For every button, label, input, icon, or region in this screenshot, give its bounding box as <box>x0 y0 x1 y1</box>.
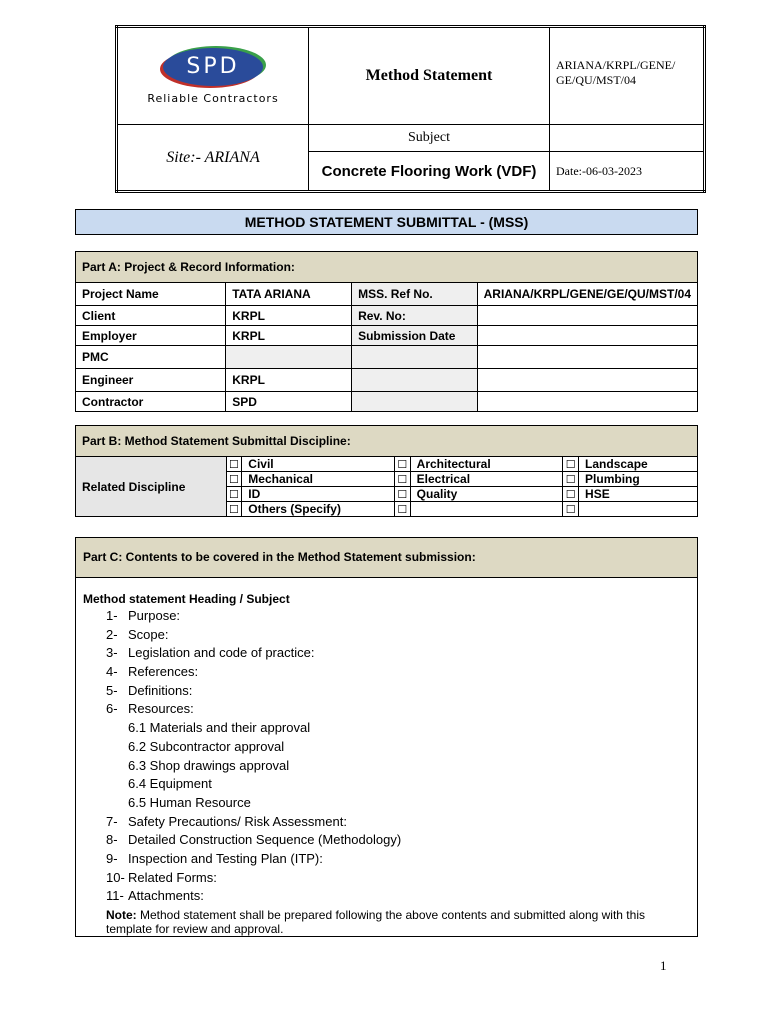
list-item <box>83 831 690 850</box>
discipline-label: Electrical <box>410 472 563 487</box>
note-text: Method statement shall be prepared following the above contents and submitted along with this template for review and approval. <box>106 908 645 936</box>
field-label: Project Name <box>76 283 226 306</box>
related-discipline-label: Related Discipline <box>76 457 227 517</box>
list-item-number: 1- <box>106 608 118 623</box>
discipline-checkbox[interactable]: ☐ <box>394 457 410 472</box>
discipline-checkbox[interactable]: ☐ <box>394 472 410 487</box>
part-a-table <box>75 251 698 412</box>
list-item-number: 6- <box>106 701 118 717</box>
logo-cell <box>117 27 309 125</box>
field-label: Engineer <box>76 369 226 392</box>
list-item-text: Resources: <box>128 701 194 717</box>
list-item <box>83 663 690 682</box>
discipline-checkbox[interactable]: ☐ <box>563 502 579 517</box>
list-item-text: Inspection and Testing Plan (ITP): <box>128 850 323 866</box>
doc-title: Method Statement <box>309 27 550 125</box>
field-value: KRPL <box>226 369 352 392</box>
part-a-heading: Part A: Project & Record Information: <box>76 252 698 283</box>
field-label: Contractor <box>76 392 226 412</box>
field-value: SPD <box>226 392 352 412</box>
discipline-checkbox[interactable]: ☐ <box>563 472 579 487</box>
list-item-number: 3- <box>106 645 118 661</box>
list-item <box>83 887 690 906</box>
list-item-number: 8- <box>106 832 118 848</box>
part-c-box <box>75 537 698 937</box>
list-item-text: Detailed Construction Sequence (Methodology) <box>128 832 402 848</box>
part-a-row <box>76 346 698 369</box>
discipline-label <box>410 502 563 517</box>
field-label-2: Rev. No: <box>352 306 478 326</box>
empty-cell <box>550 125 705 152</box>
note-label: Note: <box>106 908 137 922</box>
sub-list-item: 6.1 Materials and their approval <box>128 720 311 736</box>
list-item-text: Definitions: <box>128 682 193 698</box>
field-label: PMC <box>76 346 226 369</box>
list-item <box>83 700 690 719</box>
part-a-row <box>76 306 698 326</box>
part-a-row <box>76 369 698 392</box>
list-item-text: Related Forms: <box>128 869 217 885</box>
part-c-heading: Part C: Contents to be covered in the Method Statement submission: <box>76 538 697 578</box>
part-b-table <box>75 425 698 517</box>
list-item <box>83 813 690 832</box>
list-item-number: 5- <box>106 682 118 698</box>
field-value: TATA ARIANA <box>226 283 352 306</box>
logo-tagline: Reliable Contractors <box>147 91 279 105</box>
discipline-checkbox[interactable]: ☐ <box>226 457 242 472</box>
list-item-text: Scope: <box>128 626 169 642</box>
site-label: Site:- ARIANA <box>117 125 309 192</box>
field-label-2 <box>352 392 478 412</box>
discipline-checkbox[interactable]: ☐ <box>394 502 410 517</box>
list-item-number: 9- <box>106 850 118 866</box>
list-item-text: Legislation and code of practice: <box>128 645 315 661</box>
page-number: 1 <box>660 958 667 973</box>
part-b-row <box>76 457 698 472</box>
sub-list-item: 6.3 Shop drawings approval <box>128 757 290 773</box>
part-b-heading: Part B: Method Statement Submittal Discipline: <box>76 426 698 457</box>
list-item-number: 11- <box>106 888 124 904</box>
document-header <box>115 25 706 193</box>
list-item-text: Safety Precautions/ Risk Assessment: <box>128 813 347 829</box>
part-a-row <box>76 392 698 412</box>
field-value <box>477 369 697 392</box>
sub-list-item: 6.2 Subcontractor approval <box>128 738 285 754</box>
part-a-row <box>76 283 698 306</box>
discipline-label: Architectural <box>410 457 563 472</box>
logo-text: SPD <box>186 54 240 79</box>
field-label-2: Submission Date <box>352 326 478 346</box>
discipline-label: Civil <box>242 457 395 472</box>
mss-title: METHOD STATEMENT SUBMITTAL - (MSS) <box>75 209 698 235</box>
list-item <box>83 626 690 645</box>
discipline-label: Landscape <box>579 457 698 472</box>
discipline-checkbox[interactable]: ☐ <box>226 487 242 502</box>
field-value <box>477 326 697 346</box>
field-label-2: MSS. Ref No. <box>352 283 478 306</box>
discipline-label: Quality <box>410 487 563 502</box>
doc-code: ARIANA/KRPL/GENE/ GE/QU/MST/04 <box>550 27 705 125</box>
discipline-checkbox[interactable]: ☐ <box>394 487 410 502</box>
field-value <box>226 346 352 369</box>
list-item <box>83 607 690 626</box>
subject-label: Subject <box>309 125 550 152</box>
list-item <box>83 850 690 869</box>
part-c-body <box>76 578 697 936</box>
subject-value: Concrete Flooring Work (VDF) <box>309 152 550 192</box>
list-item-number: 7- <box>106 813 118 829</box>
discipline-label: Mechanical <box>242 472 395 487</box>
field-value: KRPL <box>226 306 352 326</box>
list-item-number: 2- <box>106 626 118 642</box>
discipline-checkbox[interactable]: ☐ <box>563 457 579 472</box>
field-value <box>477 346 697 369</box>
discipline-checkbox[interactable]: ☐ <box>226 472 242 487</box>
list-item <box>83 869 690 888</box>
field-value: ARIANA/KRPL/GENE/GE/QU/MST/04 <box>477 283 697 306</box>
discipline-label: Others (Specify) <box>242 502 395 517</box>
spd-logo <box>163 48 263 86</box>
discipline-label: HSE <box>579 487 698 502</box>
doc-date: Date:-06-03-2023 <box>550 152 705 192</box>
discipline-checkbox[interactable]: ☐ <box>563 487 579 502</box>
list-item <box>83 682 690 701</box>
field-value <box>477 306 697 326</box>
list-item <box>83 644 690 663</box>
discipline-checkbox[interactable]: ☐ <box>226 502 242 517</box>
list-item-text: Attachments: <box>128 888 204 904</box>
note <box>83 908 690 936</box>
discipline-label <box>579 502 698 517</box>
sub-list-item: 6.5 Human Resource <box>128 794 251 810</box>
discipline-label: ID <box>242 487 395 502</box>
sub-list-item: 6.4 Equipment <box>128 776 212 792</box>
list-item-number: 10- <box>106 869 125 885</box>
field-label: Employer <box>76 326 226 346</box>
list-item-text: References: <box>128 664 199 680</box>
discipline-label: Plumbing <box>579 472 698 487</box>
contents-subheading: Method statement Heading / Subject <box>83 592 290 606</box>
part-a-row <box>76 326 698 346</box>
list-item-text: Purpose: <box>128 608 181 623</box>
field-label-2 <box>352 346 478 369</box>
field-value <box>477 392 697 412</box>
list-item-number: 4- <box>106 664 118 680</box>
field-label-2 <box>352 369 478 392</box>
field-label: Client <box>76 306 226 326</box>
field-value: KRPL <box>226 326 352 346</box>
